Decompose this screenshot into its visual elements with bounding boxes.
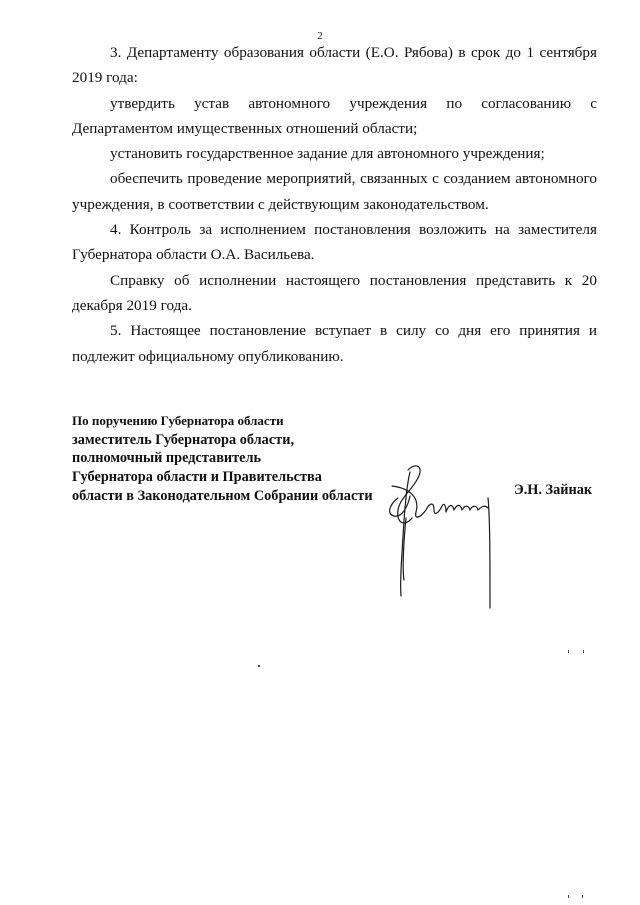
- paragraph-charter: утвердить устав автономного учреждения по согласованию с Департаментом имущественных отношений области;: [72, 94, 597, 137]
- scan-speck: [258, 665, 260, 667]
- signature-block-line: полномочный представитель: [72, 450, 262, 467]
- handwritten-signature: [380, 458, 505, 618]
- signature-block-line: области в Законодательном Собрании области: [72, 487, 373, 504]
- paragraph-item-4: 4. Контроль за исполнением постановления возложить на заместителя Губернатора области О.А. Васильева.: [72, 221, 597, 264]
- paragraph-report: Справку об исполнении настоящего постановления представить к 20 декабря 2019 года.: [72, 271, 597, 314]
- signature-block: [72, 412, 373, 506]
- scan-speck: [568, 895, 569, 898]
- paragraph-item-3: 3. Департаменту образования области (Е.О. Рябова) в срок до 1 сентября 2019 года:: [72, 44, 597, 87]
- document-body: [72, 40, 597, 369]
- signer-name: Э.Н. Зайнак: [514, 482, 593, 498]
- page-number: 2: [317, 30, 323, 42]
- signature-block-line: заместитель Губернатора области,: [72, 431, 295, 448]
- scan-speck: [568, 650, 569, 653]
- paragraph-measures: обеспечить проведение мероприятий, связанных с созданием автономного учреждения, в соответствии с действующим законодательством.: [72, 170, 597, 213]
- scan-speck: [582, 895, 583, 898]
- signature-block-line: По поручению Губернатора области: [72, 413, 284, 428]
- signature-block-line: Губернатора области и Правительства: [72, 469, 322, 486]
- paragraph-item-5: 5. Настоящее постановление вступает в силу со дня его принятия и подлежит официальному опубликованию.: [72, 322, 597, 365]
- paragraph-state-task: установить государственное задание для автономного учреждения;: [110, 145, 545, 163]
- scan-speck: [583, 650, 584, 653]
